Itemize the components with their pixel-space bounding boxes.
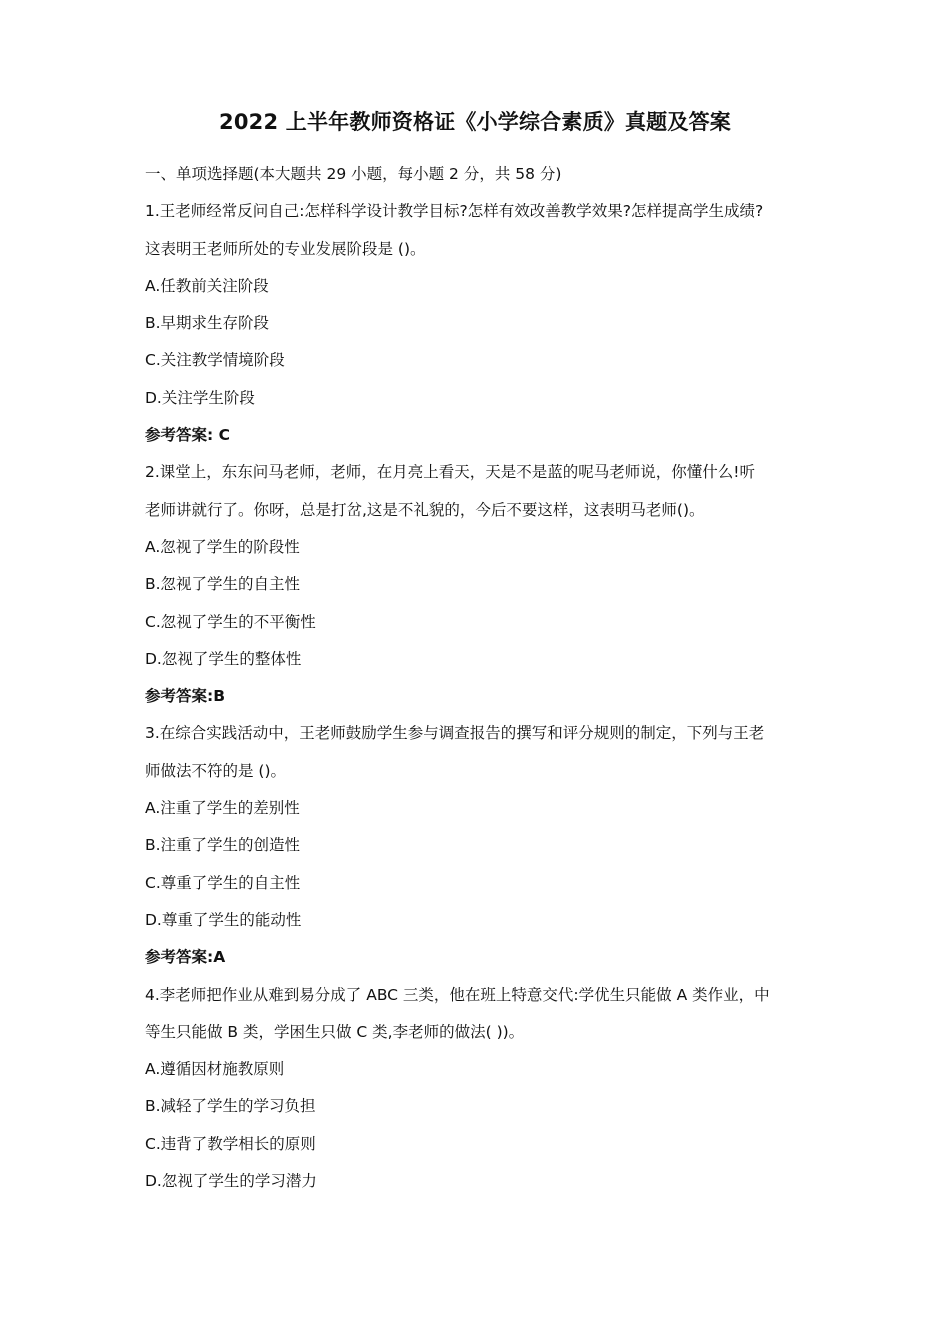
option-d: D.忽视了学生的整体性 bbox=[145, 649, 302, 668]
option-b: B.注重了学生的创造性 bbox=[145, 836, 301, 855]
option-c: C.忽视了学生的不平衡性 bbox=[145, 612, 316, 631]
reference-answer: 参考答案:B bbox=[145, 687, 226, 706]
question-4 bbox=[145, 977, 825, 1201]
option-c: C.违背了教学相长的原则 bbox=[145, 1134, 316, 1153]
section-heading: 一、单项选择题(本大题共 29 小题，每小题 2 分，共 58 分) bbox=[145, 165, 562, 183]
question-stem-line: 这表明王老师所处的专业发展阶段是 ()。 bbox=[145, 239, 426, 258]
option-b: B.忽视了学生的自主性 bbox=[145, 575, 301, 594]
question-stem-line: 2.课堂上，东东问马老师，老师，在月亮上看天，天是不是蓝的呢马老师说，你懂什么!听 bbox=[145, 463, 756, 482]
question-3 bbox=[145, 715, 825, 976]
reference-answer: 参考答案: C bbox=[145, 426, 230, 445]
question-2 bbox=[145, 454, 825, 715]
question-stem-line: 4.李老师把作业从难到易分成了 ABC 三类，他在班上特意交代:学优生只能做 A 类作业，中 bbox=[145, 985, 770, 1004]
option-a: A.任教前关注阶段 bbox=[145, 276, 269, 295]
option-d: D.忽视了学生的学习潜力 bbox=[145, 1172, 317, 1191]
option-b: B.减轻了学生的学习负担 bbox=[145, 1097, 316, 1116]
question-1 bbox=[145, 193, 825, 454]
option-c: C.关注教学情境阶段 bbox=[145, 351, 285, 370]
question-stem-line: 1.王老师经常反问自己:怎样科学设计教学目标?怎样有效改善教学效果?怎样提高学生成绩? bbox=[145, 202, 764, 221]
page-title: 2022 上半年教师资格证《小学综合素质》真题及答案 bbox=[219, 110, 731, 134]
option-a: A.注重了学生的差别性 bbox=[145, 799, 300, 818]
question-stem-line: 3.在综合实践活动中，王老师鼓励学生参与调查报告的撰写和评分规则的制定，下列与王老 bbox=[145, 724, 765, 743]
option-d: D.关注学生阶段 bbox=[145, 388, 255, 407]
document-body bbox=[145, 156, 825, 1200]
option-d: D.尊重了学生的能动性 bbox=[145, 910, 302, 929]
option-a: A.遵循因材施教原则 bbox=[145, 1060, 285, 1079]
question-stem-line: 师做法不符的是 ()。 bbox=[145, 761, 287, 780]
reference-answer: 参考答案:A bbox=[145, 948, 226, 967]
question-stem-line: 等生只能做 B 类，学困生只做 C 类,李老师的做法( ))。 bbox=[145, 1022, 525, 1041]
question-stem-line: 老师讲就行了。你呀，总是打岔,这是不礼貌的，今后不要这样，这表明马老师()。 bbox=[145, 500, 705, 519]
option-c: C.尊重了学生的自主性 bbox=[145, 873, 301, 892]
option-b: B.早期求生存阶段 bbox=[145, 314, 270, 333]
option-a: A.忽视了学生的阶段性 bbox=[145, 537, 300, 556]
